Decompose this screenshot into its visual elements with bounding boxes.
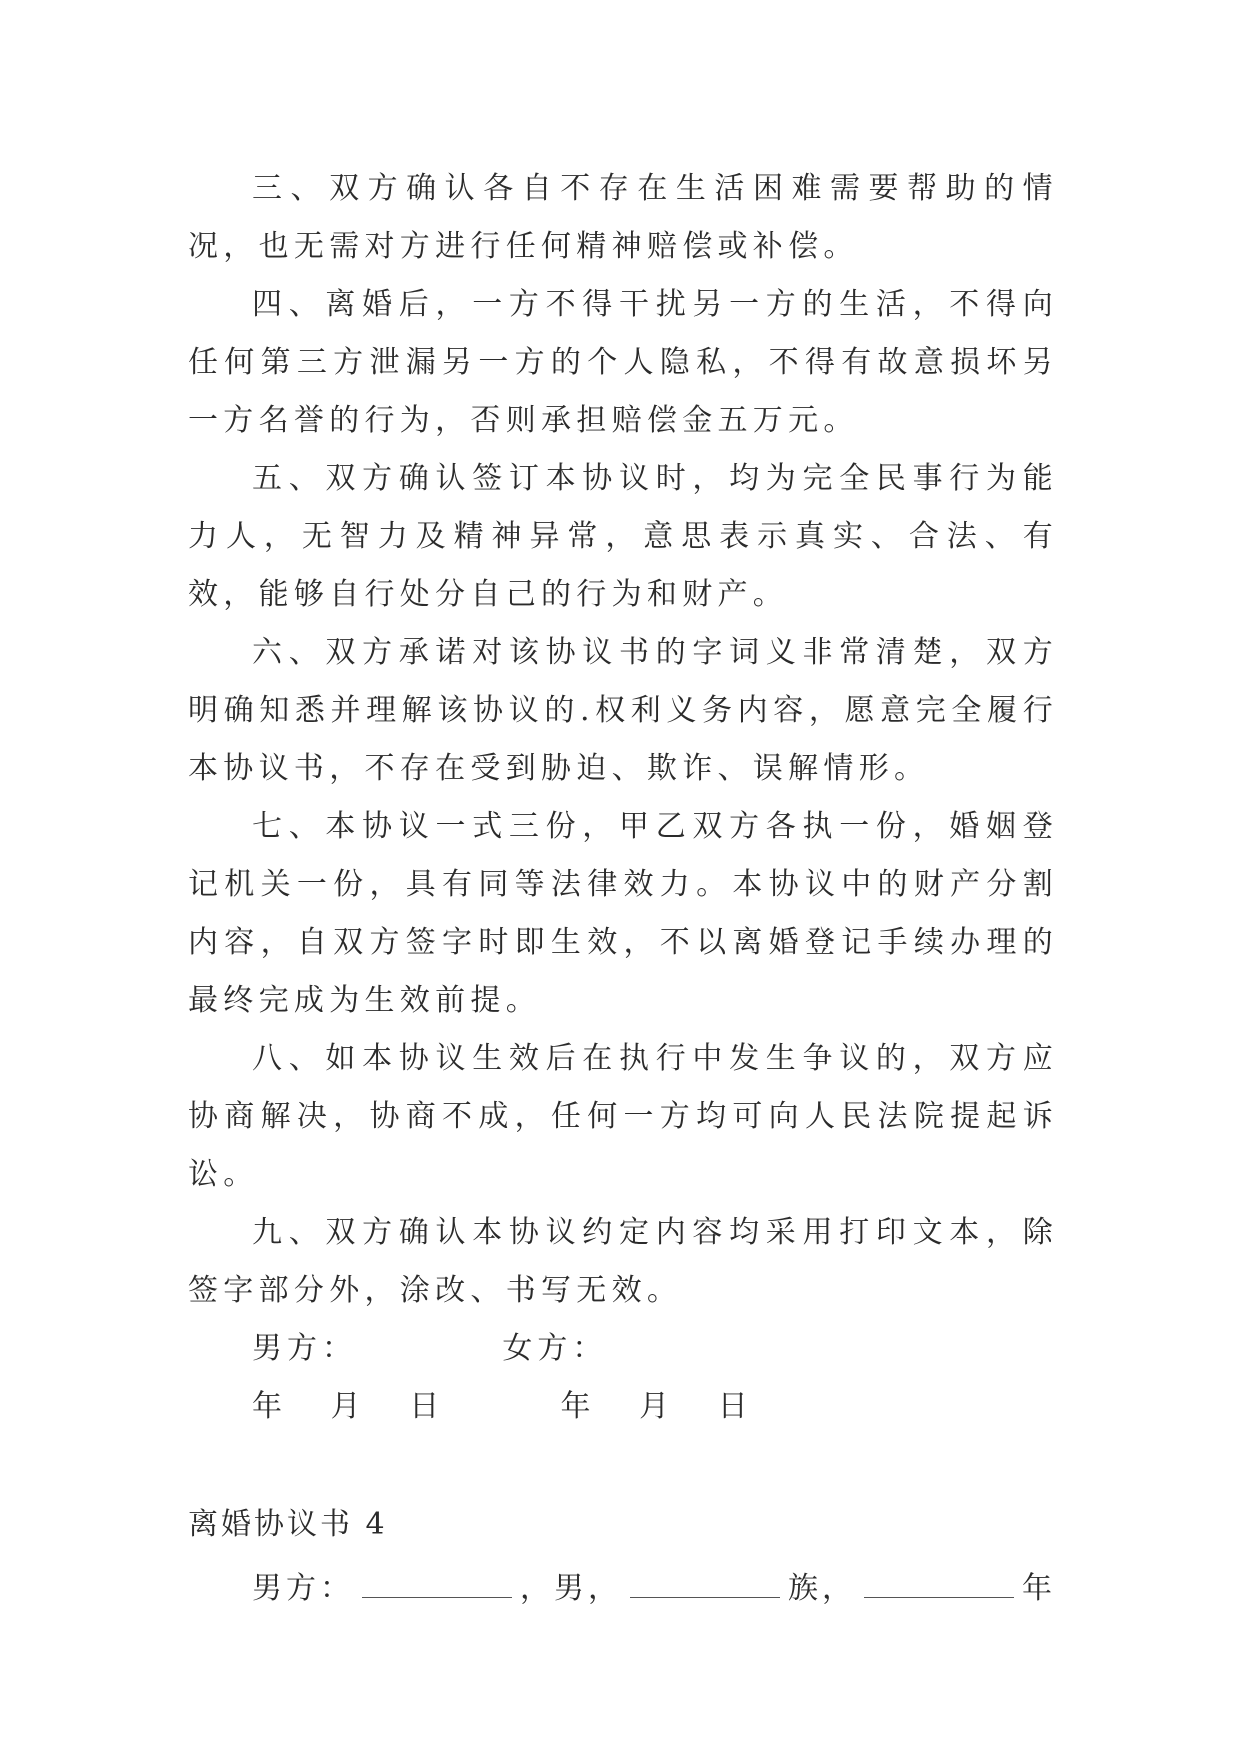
gender-separator: ，男， — [520, 1571, 622, 1606]
clause-9: 九、双方确认本协议约定内容均采用打印文本，除签字部分外，涂改、书写无效。 — [188, 1215, 1058, 1308]
male-label: 男方： — [252, 1571, 354, 1606]
name-blank — [362, 1573, 512, 1598]
signature-parties: 男方： 女方： — [252, 1331, 608, 1366]
section-title: 离婚协议书 4 — [188, 1507, 388, 1542]
clause-5: 五、双方确认签订本协议时，均为完全民事行为能力人，无智力及精神异常，意思表示真实、合法、有效，能够自行处分自己的行为和财产。 — [188, 461, 1058, 612]
ethnicity-suffix: 族， — [788, 1571, 856, 1606]
clause-3: 三、双方确认各自不存在生活困难需要帮助的情况，也无需对方进行任何精神赔偿或补偿。 — [188, 171, 1058, 264]
clause-8: 八、如本协议生效后在执行中发生争议的，双方应协商解决，协商不成，任何一方均可向人民法院提起诉讼。 — [188, 1041, 1058, 1192]
male-party-line — [188, 1560, 1058, 1618]
birth-year-blank — [864, 1573, 1014, 1598]
clause-6: 六、双方承诺对该协议书的字词义非常清楚，双方明确知悉并理解该协议的.权利义务内容，愿意完全履行本协议书，不存在受到胁迫、欺诈、误解情形。 — [188, 635, 1058, 786]
signature-dates: 年 月 日 年 月 日 — [252, 1389, 753, 1424]
clause-7: 七、本协议一式三份，甲乙双方各执一份，婚姻登记机关一份，具有同等法律效力。本协议中的财产分割内容，自双方签字时即生效，不以离婚登记手续办理的最终完成为生效前提。 — [188, 809, 1058, 1018]
year-suffix: 年 — [1022, 1571, 1056, 1606]
clause-4: 四、离婚后，一方不得干扰另一方的生活，不得向任何第三方泄漏另一方的个人隐私，不得有故意损坏另一方名誉的行为，否则承担赔偿金五万元。 — [188, 287, 1058, 438]
document-page — [188, 160, 1058, 1618]
ethnicity-blank — [630, 1573, 780, 1598]
